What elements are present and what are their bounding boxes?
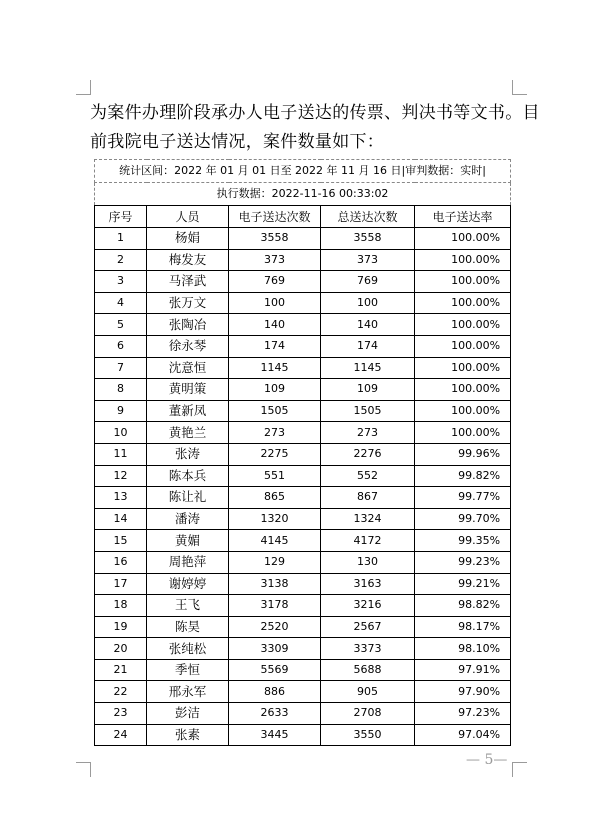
table-row	[95, 573, 511, 595]
paragraph-line-1: 为案件办理阶段承办人电子送达的传票、判决书等文书。目	[90, 103, 540, 123]
person-name: 周艳萍	[147, 551, 229, 573]
total-count: 1145	[321, 357, 415, 379]
electronic-rate: 98.17%	[415, 616, 511, 638]
electronic-count: 2520	[229, 616, 321, 638]
table-row	[95, 335, 511, 357]
row-index: 7	[95, 357, 147, 379]
row-index: 1	[95, 228, 147, 250]
row-index: 16	[95, 551, 147, 573]
electronic-rate: 99.77%	[415, 487, 511, 509]
person-name: 沈意恒	[147, 357, 229, 379]
table-row	[95, 400, 511, 422]
table-row	[95, 422, 511, 444]
electronic-rate: 100.00%	[415, 357, 511, 379]
execution-time: 执行数据：2022-11-16 00:33:02	[95, 183, 511, 206]
table-period-row	[95, 160, 511, 183]
person-name: 潘涛	[147, 508, 229, 530]
electronic-rate: 100.00%	[415, 422, 511, 444]
person-name: 谢婷婷	[147, 573, 229, 595]
row-index: 8	[95, 379, 147, 401]
electronic-count: 129	[229, 551, 321, 573]
header-electronic-rate: 电子送达率	[415, 206, 511, 228]
paragraph-line-2: 前我院电子送达情况，案件数量如下：	[90, 132, 385, 152]
electronic-rate: 97.90%	[415, 681, 511, 703]
person-name: 马泽武	[147, 271, 229, 293]
total-count: 2276	[321, 443, 415, 465]
total-count: 1505	[321, 400, 415, 422]
crop-mark-top-right	[512, 80, 527, 95]
person-name: 杨娟	[147, 228, 229, 250]
person-name: 张涛	[147, 443, 229, 465]
electronic-count: 2275	[229, 443, 321, 465]
electronic-count: 3558	[229, 228, 321, 250]
total-count: 4172	[321, 530, 415, 552]
total-count: 769	[321, 271, 415, 293]
table-row	[95, 681, 511, 703]
table-row	[95, 530, 511, 552]
row-index: 4	[95, 292, 147, 314]
row-index: 17	[95, 573, 147, 595]
electronic-count: 373	[229, 249, 321, 271]
page-number: — 5—	[466, 752, 508, 768]
electronic-rate: 100.00%	[415, 335, 511, 357]
row-index: 3	[95, 271, 147, 293]
electronic-rate: 100.00%	[415, 379, 511, 401]
row-index: 18	[95, 595, 147, 617]
total-count: 5688	[321, 659, 415, 681]
header-index: 序号	[95, 206, 147, 228]
total-count: 3163	[321, 573, 415, 595]
table-row	[95, 271, 511, 293]
electronic-rate: 100.00%	[415, 249, 511, 271]
table-row	[95, 314, 511, 336]
electronic-rate: 99.96%	[415, 443, 511, 465]
table-row	[95, 508, 511, 530]
electronic-count: 2633	[229, 703, 321, 725]
table-row	[95, 638, 511, 660]
electronic-count: 4145	[229, 530, 321, 552]
total-count: 273	[321, 422, 415, 444]
table-row	[95, 724, 511, 746]
electronic-rate: 99.21%	[415, 573, 511, 595]
person-name: 黄明策	[147, 379, 229, 401]
person-name: 张纯松	[147, 638, 229, 660]
electronic-rate: 99.70%	[415, 508, 511, 530]
delivery-stats-table	[94, 159, 511, 746]
electronic-rate: 97.91%	[415, 659, 511, 681]
total-count: 100	[321, 292, 415, 314]
electronic-rate: 100.00%	[415, 400, 511, 422]
person-name: 季恒	[147, 659, 229, 681]
header-total-count: 总送达次数	[321, 206, 415, 228]
table-row	[95, 228, 511, 250]
person-name: 张万文	[147, 292, 229, 314]
person-name: 黄媚	[147, 530, 229, 552]
table-exec-row	[95, 183, 511, 206]
row-index: 9	[95, 400, 147, 422]
person-name: 邢永军	[147, 681, 229, 703]
table-row	[95, 443, 511, 465]
total-count: 109	[321, 379, 415, 401]
total-count: 552	[321, 465, 415, 487]
crop-mark-top-left	[76, 80, 91, 95]
row-index: 5	[95, 314, 147, 336]
electronic-count: 109	[229, 379, 321, 401]
electronic-count: 174	[229, 335, 321, 357]
row-index: 10	[95, 422, 147, 444]
person-name: 张陶冶	[147, 314, 229, 336]
row-index: 19	[95, 616, 147, 638]
row-index: 14	[95, 508, 147, 530]
table-row	[95, 379, 511, 401]
row-index: 13	[95, 487, 147, 509]
table-row	[95, 292, 511, 314]
electronic-count: 273	[229, 422, 321, 444]
person-name: 徐永琴	[147, 335, 229, 357]
crop-mark-bottom-right	[512, 762, 527, 777]
row-index: 21	[95, 659, 147, 681]
person-name: 陈昊	[147, 616, 229, 638]
electronic-rate: 99.82%	[415, 465, 511, 487]
table-row	[95, 357, 511, 379]
electronic-count: 100	[229, 292, 321, 314]
electronic-rate: 100.00%	[415, 228, 511, 250]
total-count: 2567	[321, 616, 415, 638]
electronic-rate: 100.00%	[415, 314, 511, 336]
person-name: 张素	[147, 724, 229, 746]
table-row	[95, 487, 511, 509]
total-count: 3558	[321, 228, 415, 250]
electronic-count: 551	[229, 465, 321, 487]
electronic-count: 3309	[229, 638, 321, 660]
electronic-count: 1320	[229, 508, 321, 530]
table-row	[95, 551, 511, 573]
table-row	[95, 595, 511, 617]
person-name: 陈本兵	[147, 465, 229, 487]
electronic-rate: 98.10%	[415, 638, 511, 660]
total-count: 3550	[321, 724, 415, 746]
person-name: 梅发友	[147, 249, 229, 271]
row-index: 2	[95, 249, 147, 271]
row-index: 24	[95, 724, 147, 746]
electronic-rate: 97.04%	[415, 724, 511, 746]
electronic-rate: 99.35%	[415, 530, 511, 552]
electronic-count: 5569	[229, 659, 321, 681]
row-index: 11	[95, 443, 147, 465]
electronic-rate: 97.23%	[415, 703, 511, 725]
table-row	[95, 616, 511, 638]
electronic-rate: 100.00%	[415, 292, 511, 314]
body-paragraph	[90, 99, 540, 157]
total-count: 3373	[321, 638, 415, 660]
header-electronic-count: 电子送达次数	[229, 206, 321, 228]
electronic-count: 3445	[229, 724, 321, 746]
crop-mark-bottom-left	[76, 762, 91, 777]
electronic-count: 1145	[229, 357, 321, 379]
row-index: 20	[95, 638, 147, 660]
row-index: 23	[95, 703, 147, 725]
statistics-period: 统计区间：2022 年 01 月 01 日至 2022 年 11 月 16 日|审判数据：实时|	[95, 160, 511, 183]
electronic-count: 3138	[229, 573, 321, 595]
electronic-count: 1505	[229, 400, 321, 422]
total-count: 174	[321, 335, 415, 357]
electronic-count: 886	[229, 681, 321, 703]
person-name: 黄艳兰	[147, 422, 229, 444]
total-count: 1324	[321, 508, 415, 530]
total-count: 905	[321, 681, 415, 703]
person-name: 彭洁	[147, 703, 229, 725]
total-count: 3216	[321, 595, 415, 617]
row-index: 15	[95, 530, 147, 552]
total-count: 2708	[321, 703, 415, 725]
electronic-rate: 98.82%	[415, 595, 511, 617]
table-row	[95, 659, 511, 681]
table-row	[95, 703, 511, 725]
total-count: 373	[321, 249, 415, 271]
electronic-count: 865	[229, 487, 321, 509]
row-index: 12	[95, 465, 147, 487]
row-index: 6	[95, 335, 147, 357]
person-name: 董新凤	[147, 400, 229, 422]
total-count: 130	[321, 551, 415, 573]
total-count: 140	[321, 314, 415, 336]
electronic-rate: 100.00%	[415, 271, 511, 293]
table-header-row	[95, 206, 511, 228]
electronic-rate: 99.23%	[415, 551, 511, 573]
electronic-count: 769	[229, 271, 321, 293]
electronic-count: 3178	[229, 595, 321, 617]
electronic-count: 140	[229, 314, 321, 336]
table-row	[95, 249, 511, 271]
person-name: 王飞	[147, 595, 229, 617]
table-row	[95, 465, 511, 487]
total-count: 867	[321, 487, 415, 509]
row-index: 22	[95, 681, 147, 703]
person-name: 陈让礼	[147, 487, 229, 509]
header-person: 人员	[147, 206, 229, 228]
